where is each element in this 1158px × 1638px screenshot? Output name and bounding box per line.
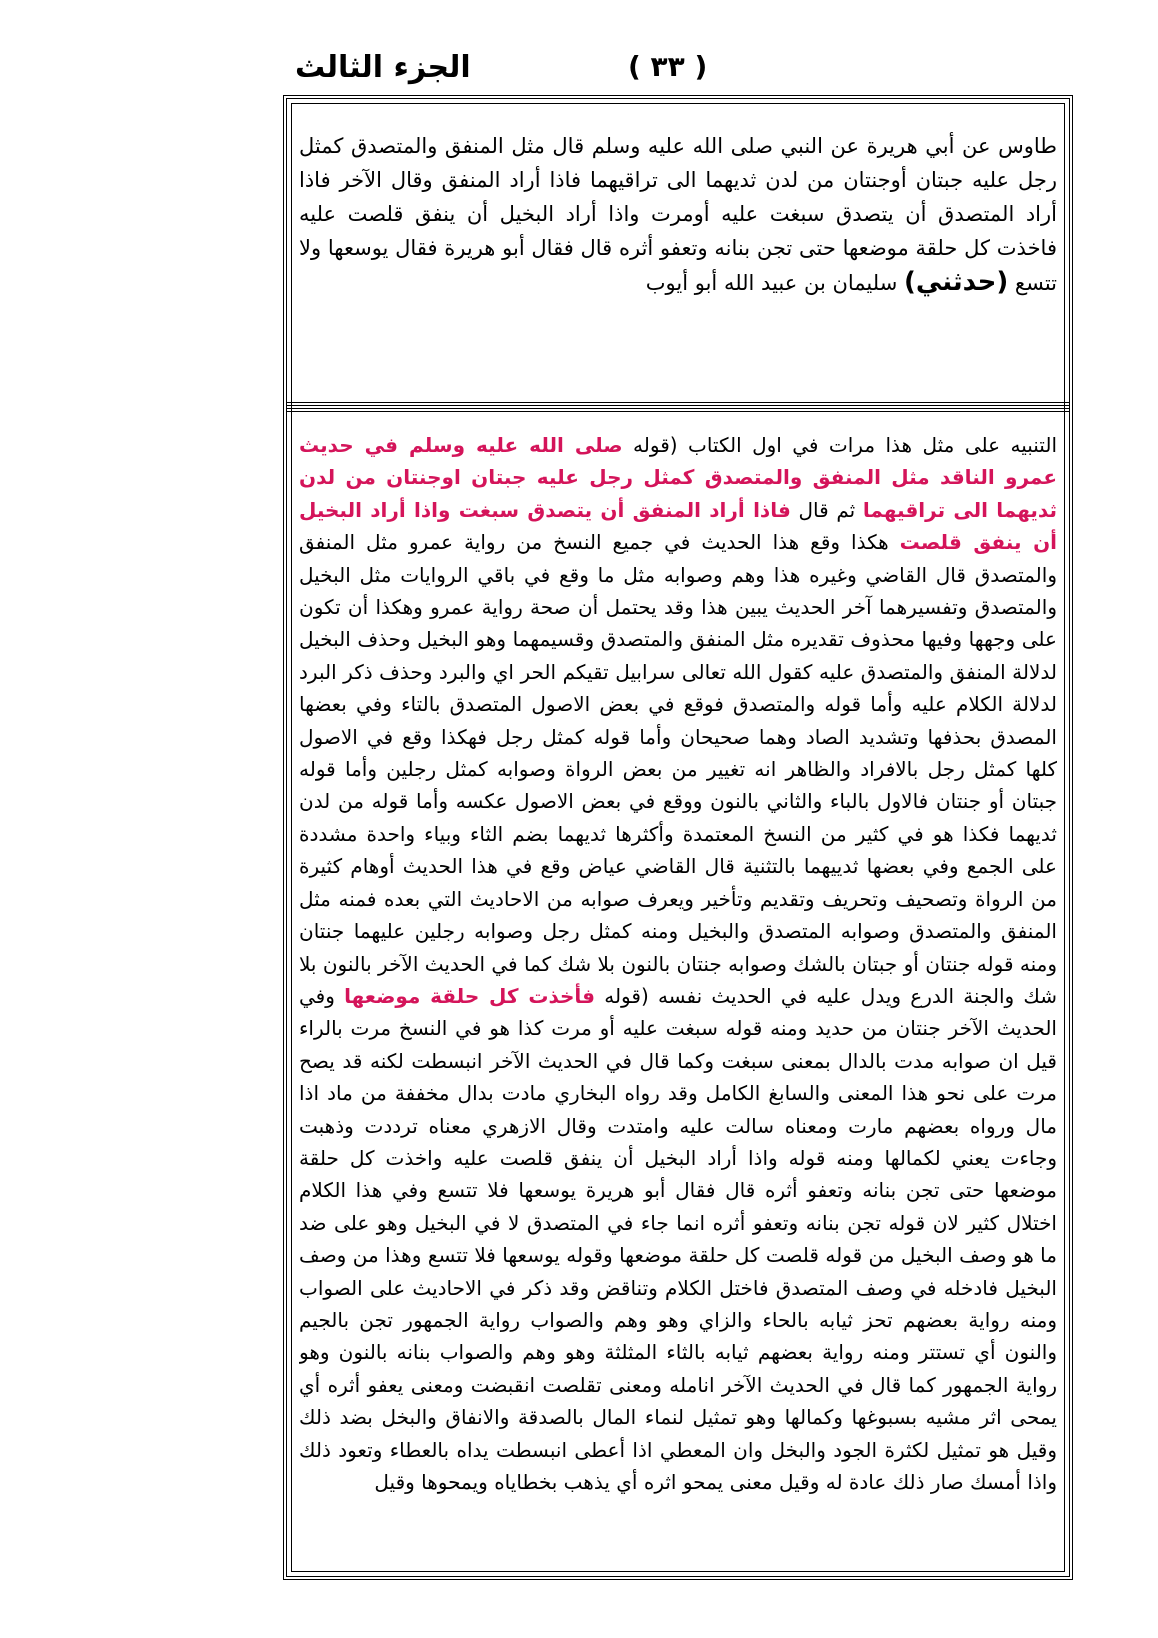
page-number: ( ٣٣ )	[628, 50, 708, 83]
quoted-hadith-text: فأخذت كل حلقة موضعها	[344, 983, 596, 1008]
section-divider	[287, 402, 1069, 412]
commentary-text: ثم قال	[798, 497, 856, 522]
quoted-hadith-text: صلى الله عليه وسلم في حديث عمرو الناقد مثل المنفق والمتصدق كمثل رجل عليه جبتان اوجنتان من لدن ثديهما الى تراقيهما	[299, 433, 1057, 522]
page-frame	[283, 95, 1073, 1580]
hadith-text: طاوس عن أبي هريرة عن النبي صلى الله عليه وسلم قال مثل المنفق والمتصدق كمثل رجل عليه جبتان أوجنتان من لدن ثديهما الى تراقيهما فاذا أراد المنفق وقال الآخر فاذا أراد المتصدق أن يتصدق سبغت عليه أومرت واذا أراد البخيل أن ينفق قلصت عليه فاخذت كل حلقة موضعها حتى تجن بنانه وتعفو أثره قال فقال أبو هريرة فقال يوسعها ولا تتسع	[299, 134, 1057, 295]
commentary-text: التنبيه على مثل هذا مرات في اول الكتاب (قوله	[633, 433, 1057, 457]
commentary-text: وفي الحديث الآخر جنتان من حديد ومنه قوله سبغت عليه أو مرت كذا هو في النسخ مرت بالراء قيل ان صوابه مدت بالدال بمعنى سبغت وكما قال في الحديث الآخر انبسطت لكنه قد يصح مرت على نحو هذا المعنى والسابغ الكامل وقد رواه البخاري مادت بدال مخففة من ماد اذا مال ورواه بعضهم مارت ومعناه سالت عليه وامتدت وقال الازهري معناه ترددت وذهبت وجاءت يعني لكمالها ومنه قوله واذا أراد البخيل أن ينفق قلصت عليه واخذت كل حلقة موضعها حتى تجن بنانه وتعفو أثره قال فقال أبو هريرة يوسعها فلا تتسع وفي هذا الكلام اختلال كثير لان قوله تجن بنانه وتعفو أثره انما جاء في المتصدق لا في البخيل وهو على ضد ما هو وصف البخيل من قوله قلصت كل حلقة موضعها وقوله يوسعها فلا تتسع وهذا من وصف البخيل فادخله في وصف المتصدق فاختل الكلام وتناقض وقد ذكر في الاحاديث على الصواب ومنه رواية بعضهم تحز ثيابه بالحاء والزاي وهو وهم والصواب رواية الجمهور تجن بالجيم والنون أي تستتر ومنه رواية بعضهم ثيابه بالثاء المثلثة وهو وهم والصواب بنانه بالنون وهو رواية الجمهور كما قال في الحديث الآخر انامله ومعنى تقلصت انقبضت ومعنى يعفو أثره أي يمحى اثر مشيه بسبوغها وكمالها وهو تمثيل لنماء المال بالصدقة والانفاق والبخل بضد ذلك وقيل هو تمثيل لكثرة الجود والبخل وان المعطي اذا أعطى انبسطت يداه بالعطاء وتعود ذلك واذا أمسك صار ذلك عادة له وقيل معنى يمحو اثره أي يذهب بخطاياه ويمحوها وقيل	[299, 983, 1057, 1494]
hadith-narrator: سليمان بن عبيد الله أبو أيوب	[645, 271, 898, 295]
quoted-hadith-text: فاذا أراد المنفق أن يتصدق سبغت واذا أراد البخيل أن ينفق قلصت	[299, 497, 1057, 555]
hadith-text-block	[299, 129, 1057, 394]
hadith-marker: (حدثني)	[904, 267, 1009, 297]
commentary-block	[299, 429, 1057, 1562]
commentary-paragraph	[299, 429, 1057, 1498]
commentary-text: هكذا وقع هذا الحديث في جميع النسخ من رواية عمرو مثل المنفق والمتصدق قال القاضي وغيره هذا وهم وصوابه مثل ما وقع في باقي الروايات مثل البخيل والمتصدق وتفسيرهما آخر الحديث يبين هذا وقد يحتمل أن صحة رواية عمرو وهكذا أن تكون على وجهها وفيها محذوف تقديره مثل المنفق والمتصدق وقسيمهما وهو البخيل وحذف البخيل لدلالة المنفق والمتصدق عليه كقول الله تعالى سرابيل تقيكم الحر اي والبرد وحذف ذكر البرد لدلالة الكلام عليه وأما قوله والمتصدق فوقع في بعض الاصول المتصدق بالتاء وفي بعضها المصدق بحذفها وتشديد الصاد وهما صحيحان وأما قوله كمثل رجل فهكذا وقع في الاصول كلها كمثل رجل بالافراد والظاهر انه تغيير من بعض الرواة وصوابه كمثل رجلين وأما قوله جبتان أو جنتان فالاول بالباء والثاني بالنون ووقع في بعض الاصول عكسه وأما قوله من لدن ثديهما فكذا هو في كثير من النسخ المعتمدة وأكثرها ثديهما بضم الثاء وبياء واحدة مشددة على الجمع وفي بعضها ثدييهما بالتثنية قال القاضي عياض وقع في هذا الحديث أوهام كثيرة من الرواة وتصحيف وتحريف وتقديم وتأخير ويعرف صوابه من الاحاديث التي بعده فمنه مثل المنفق والمتصدق وصوابه المتصدق والبخيل ومنه كمثل رجل وصوابه رجلين عليهما جنتان ومنه قوله جنتان أو جبتان بالشك وصوابه جنتان بالنون بلا شك كما في الحديث الآخر بالنون بلا شك والجنة الدرع ويدل عليه في الحديث نفسه (قوله	[299, 530, 1057, 1008]
part-title: الجزء الثالث	[295, 50, 471, 85]
hadith-paragraph	[299, 129, 1057, 300]
